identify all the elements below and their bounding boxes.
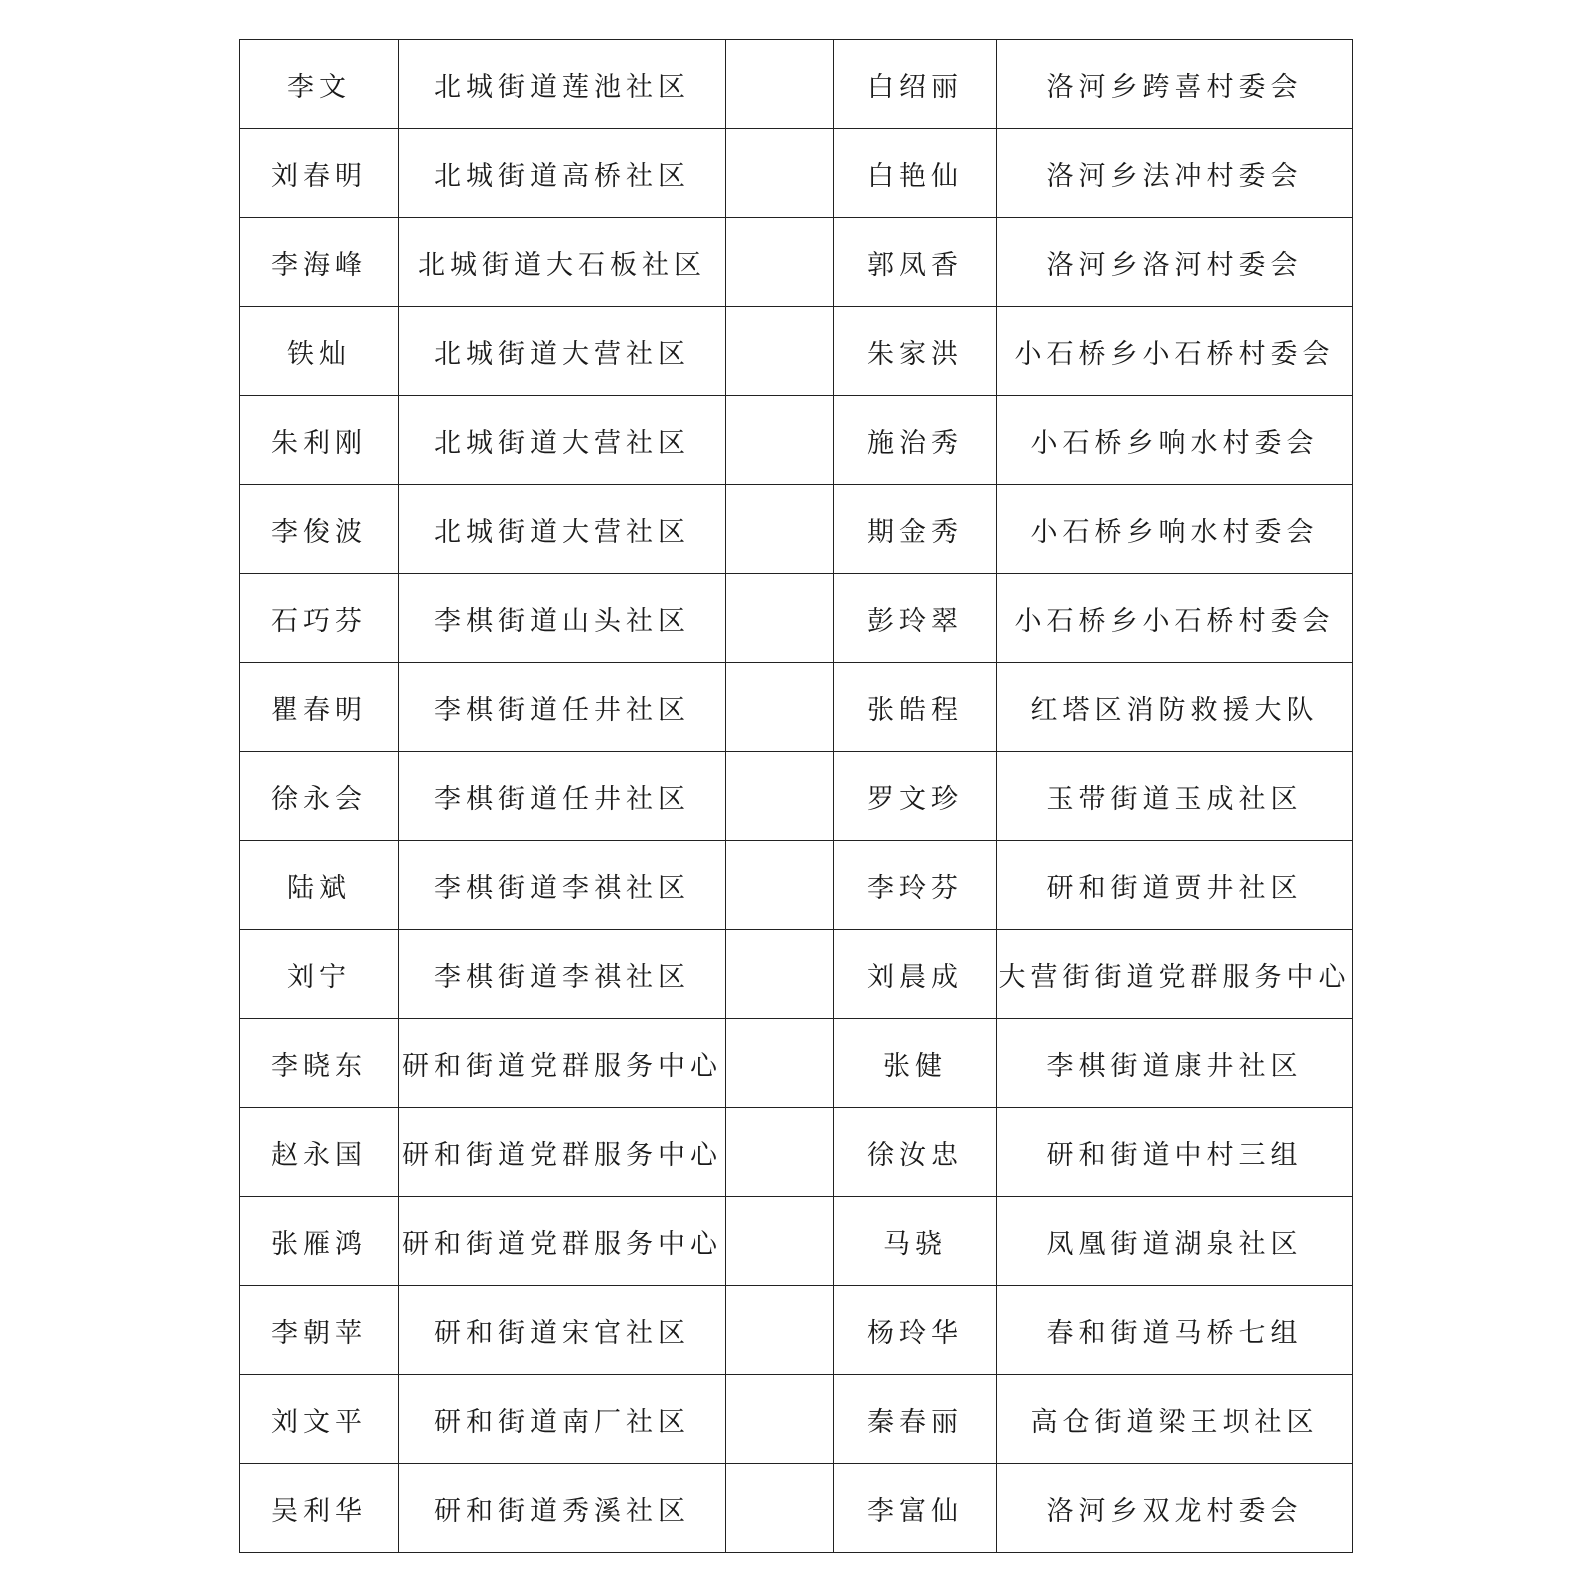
table-row: [240, 129, 1353, 218]
person-name-cell: 秦春丽: [834, 1375, 997, 1464]
person-name-cell: 杨玲华: [834, 1286, 997, 1375]
work-unit-cell: 李棋街道李祺社区: [399, 930, 726, 1019]
roster-table-body: [240, 40, 1353, 1553]
work-unit-cell: 高仓街道梁王坝社区: [997, 1375, 1353, 1464]
person-name-cell: 郭凤香: [834, 218, 997, 307]
person-name-cell: 刘宁: [240, 930, 399, 1019]
person-name-cell: 陆斌: [240, 841, 399, 930]
person-name-cell: 张皓程: [834, 663, 997, 752]
person-name-cell: 白绍丽: [834, 40, 997, 129]
blank-cell: [726, 40, 834, 129]
table-row: [240, 218, 1353, 307]
table-row: [240, 930, 1353, 1019]
work-unit-cell: 北城街道莲池社区: [399, 40, 726, 129]
person-name-cell: 李海峰: [240, 218, 399, 307]
blank-cell: [726, 307, 834, 396]
person-name-cell: 刘晨成: [834, 930, 997, 1019]
table-row: [240, 1286, 1353, 1375]
work-unit-cell: 玉带街道玉成社区: [997, 752, 1353, 841]
work-unit-cell: 北城街道大营社区: [399, 396, 726, 485]
person-name-cell: 徐永会: [240, 752, 399, 841]
person-name-cell: 马骁: [834, 1197, 997, 1286]
work-unit-cell: 研和街道党群服务中心: [399, 1019, 726, 1108]
table-row: [240, 841, 1353, 930]
blank-cell: [726, 930, 834, 1019]
person-name-cell: 彭玲翠: [834, 574, 997, 663]
work-unit-cell: 研和街道宋官社区: [399, 1286, 726, 1375]
blank-cell: [726, 841, 834, 930]
person-name-cell: 李朝苹: [240, 1286, 399, 1375]
work-unit-cell: 李棋街道山头社区: [399, 574, 726, 663]
person-name-cell: 白艳仙: [834, 129, 997, 218]
blank-cell: [726, 129, 834, 218]
table-row: [240, 663, 1353, 752]
work-unit-cell: 研和街道党群服务中心: [399, 1197, 726, 1286]
table-row: [240, 396, 1353, 485]
work-unit-cell: 小石桥乡响水村委会: [997, 485, 1353, 574]
person-name-cell: 刘文平: [240, 1375, 399, 1464]
roster-table: [239, 39, 1353, 1553]
work-unit-cell: 大营街街道党群服务中心: [997, 930, 1353, 1019]
blank-cell: [726, 1464, 834, 1553]
person-name-cell: 期金秀: [834, 485, 997, 574]
work-unit-cell: 研和街道贾井社区: [997, 841, 1353, 930]
work-unit-cell: 李棋街道康井社区: [997, 1019, 1353, 1108]
table-row: [240, 1464, 1353, 1553]
blank-cell: [726, 1286, 834, 1375]
work-unit-cell: 洛河乡洛河村委会: [997, 218, 1353, 307]
person-name-cell: 李晓东: [240, 1019, 399, 1108]
person-name-cell: 李文: [240, 40, 399, 129]
blank-cell: [726, 663, 834, 752]
work-unit-cell: 北城街道高桥社区: [399, 129, 726, 218]
work-unit-cell: 李棋街道任井社区: [399, 663, 726, 752]
work-unit-cell: 小石桥乡小石桥村委会: [997, 307, 1353, 396]
person-name-cell: 吴利华: [240, 1464, 399, 1553]
person-name-cell: 李玲芬: [834, 841, 997, 930]
table-row: [240, 1197, 1353, 1286]
table-row: [240, 307, 1353, 396]
blank-cell: [726, 396, 834, 485]
work-unit-cell: 洛河乡双龙村委会: [997, 1464, 1353, 1553]
person-name-cell: 张雁鸿: [240, 1197, 399, 1286]
person-name-cell: 张健: [834, 1019, 997, 1108]
work-unit-cell: 洛河乡跨喜村委会: [997, 40, 1353, 129]
work-unit-cell: 李棋街道李祺社区: [399, 841, 726, 930]
work-unit-cell: 春和街道马桥七组: [997, 1286, 1353, 1375]
work-unit-cell: 北城街道大石板社区: [399, 218, 726, 307]
table-row: [240, 1375, 1353, 1464]
table-row: [240, 752, 1353, 841]
work-unit-cell: 凤凰街道湖泉社区: [997, 1197, 1353, 1286]
work-unit-cell: 研和街道中村三组: [997, 1108, 1353, 1197]
work-unit-cell: 研和街道党群服务中心: [399, 1108, 726, 1197]
table-row: [240, 1108, 1353, 1197]
blank-cell: [726, 752, 834, 841]
table-row: [240, 40, 1353, 129]
blank-cell: [726, 485, 834, 574]
table-row: [240, 485, 1353, 574]
work-unit-cell: 北城街道大营社区: [399, 485, 726, 574]
person-name-cell: 铁灿: [240, 307, 399, 396]
work-unit-cell: 小石桥乡小石桥村委会: [997, 574, 1353, 663]
person-name-cell: 石巧芬: [240, 574, 399, 663]
person-name-cell: 朱家洪: [834, 307, 997, 396]
blank-cell: [726, 574, 834, 663]
work-unit-cell: 研和街道秀溪社区: [399, 1464, 726, 1553]
blank-cell: [726, 1108, 834, 1197]
person-name-cell: 赵永国: [240, 1108, 399, 1197]
blank-cell: [726, 1019, 834, 1108]
blank-cell: [726, 1375, 834, 1464]
person-name-cell: 瞿春明: [240, 663, 399, 752]
person-name-cell: 李俊波: [240, 485, 399, 574]
work-unit-cell: 洛河乡法冲村委会: [997, 129, 1353, 218]
person-name-cell: 罗文珍: [834, 752, 997, 841]
person-name-cell: 徐汝忠: [834, 1108, 997, 1197]
person-name-cell: 朱利刚: [240, 396, 399, 485]
blank-cell: [726, 218, 834, 307]
person-name-cell: 刘春明: [240, 129, 399, 218]
person-name-cell: 李富仙: [834, 1464, 997, 1553]
work-unit-cell: 小石桥乡响水村委会: [997, 396, 1353, 485]
work-unit-cell: 李棋街道任井社区: [399, 752, 726, 841]
table-row: [240, 574, 1353, 663]
work-unit-cell: 红塔区消防救援大队: [997, 663, 1353, 752]
person-name-cell: 施治秀: [834, 396, 997, 485]
table-row: [240, 1019, 1353, 1108]
work-unit-cell: 北城街道大营社区: [399, 307, 726, 396]
work-unit-cell: 研和街道南厂社区: [399, 1375, 726, 1464]
blank-cell: [726, 1197, 834, 1286]
